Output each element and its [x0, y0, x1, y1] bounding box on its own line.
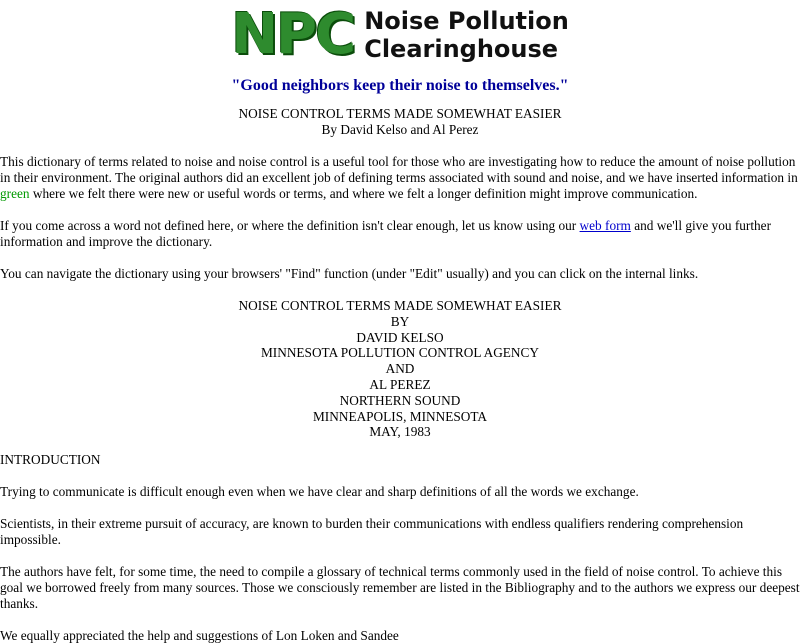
- green-word: green: [0, 186, 30, 201]
- body-paragraph-3: The authors have felt, for some time, the need to compile a glossary of technical terms commonly used in the field of noise control. To achieve this goal we borrowed freely from many sources. Those we consciously remember are listed in the Bibliography and to the authors we express our deepest thanks.: [0, 564, 800, 612]
- intro-text: where we felt there were new or useful words or terms, and where we felt a longer definition might improve communication.: [29, 186, 698, 201]
- credits-block: [0, 298, 800, 440]
- credits-line: AND: [385, 361, 415, 377]
- body-paragraph-4: We equally appreciated the help and suggestions of Lon Loken and Sandee: [0, 628, 399, 644]
- doc-byline: By David Kelso and Al Perez: [321, 122, 479, 137]
- credits-line: AL PEREZ: [369, 376, 431, 392]
- body-paragraph-1: Trying to communicate is difficult enough even when we have clear and sharp definitions of all the words we exchange.: [0, 484, 639, 500]
- credits-line: NOISE CONTROL TERMS MADE SOMEWHAT EASIER: [238, 298, 562, 313]
- page: [0, 4, 800, 644]
- body-paragraph-2: Scientists, in their extreme pursuit of accuracy, are known to burden their communications with endless qualifiers rendering comprehension impossible.: [0, 516, 744, 548]
- tagline: "Good neighbors keep their noise to themselves.": [231, 77, 569, 94]
- credits-line: DAVID KELSO: [356, 329, 444, 345]
- section-heading: INTRODUCTION: [0, 452, 101, 468]
- intro-paragraph-1: [0, 154, 800, 202]
- web-form-link[interactable]: web form: [579, 218, 631, 233]
- credits-line: NORTHERN SOUND: [339, 392, 461, 408]
- brand-name[interactable]: [364, 7, 569, 63]
- site-header: [0, 4, 800, 66]
- brand-line-2: Clearinghouse: [364, 35, 559, 63]
- credits-line: MINNESOTA POLLUTION CONTROL AGENCY: [260, 345, 540, 361]
- credits-line: MINNEAPOLIS, MINNESOTA: [312, 408, 487, 424]
- credits-line: BY: [390, 313, 410, 329]
- credits-line: MAY, 1983: [369, 424, 431, 440]
- npc-logo[interactable]: NPC: [231, 2, 355, 67]
- intro-text: If you come across a word not defined here, or where the definition isn't clear enough, let us know using our: [0, 218, 580, 233]
- intro-paragraph-3: You can navigate the dictionary using your browsers' "Find" function (under "Edit" usually) and you can click on the internal links.: [0, 266, 699, 281]
- brand-line-1: Noise Pollution: [364, 7, 569, 35]
- intro-paragraph-2: [0, 218, 800, 250]
- intro-text: This dictionary of terms related to noise and noise control is a useful tool for those who are investigating how to reduce the amount of noise pollution in their environment. The original authors did an excellent job of defining terms associated with sound and noise, and we have inserted information in: [0, 154, 798, 185]
- doc-title: NOISE CONTROL TERMS MADE SOMEWHAT EASIER: [238, 106, 562, 121]
- intro-text: and we'll give you further information and improve the dictionary.: [0, 218, 771, 249]
